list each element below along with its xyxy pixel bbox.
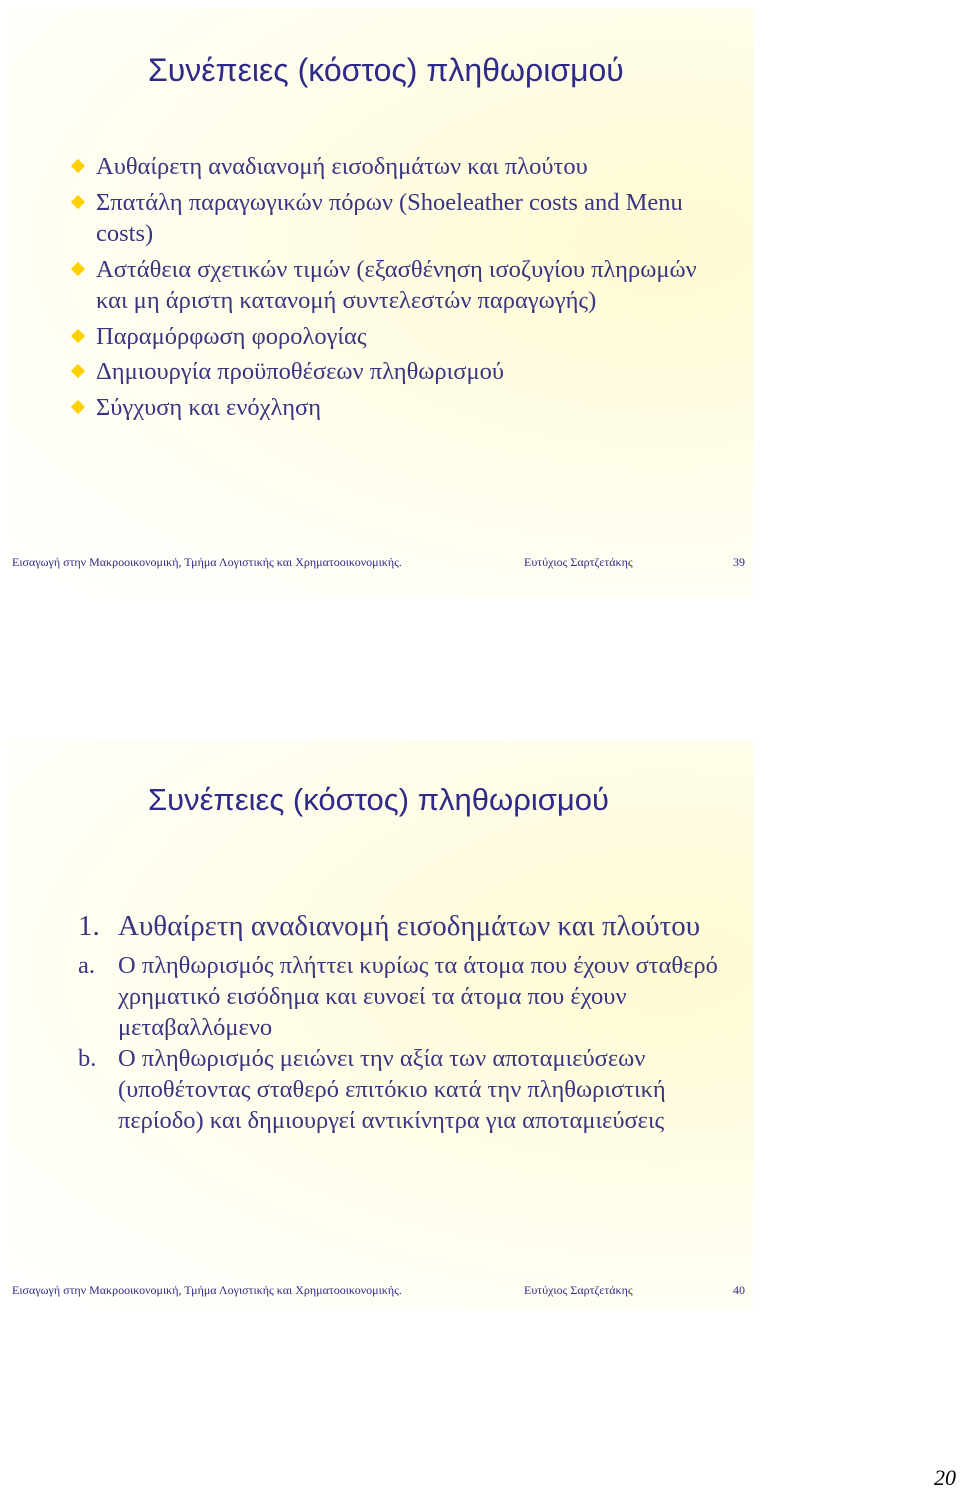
list-item xyxy=(72,187,712,250)
slide-number: 40 xyxy=(733,1283,745,1297)
slide-number: 39 xyxy=(733,555,745,569)
list-marker: 1. xyxy=(78,910,100,942)
footer-author: Ευτύχιος Σαρτζετάκης xyxy=(524,555,633,569)
diamond-bullet-icon xyxy=(71,399,85,413)
bullet-text: Σπατάλη παραγωγικών πόρων (Shoeleather costs and Menu costs) xyxy=(96,188,683,247)
list-item xyxy=(72,151,712,183)
footer-course: Εισαγωγή στην Μακροοικονομική, Τμήμα Λογιστικής και Χρηματοοικονομικής. xyxy=(12,555,402,569)
page-number: 20 xyxy=(934,1465,956,1490)
list-item xyxy=(78,1043,718,1136)
slide-title: Συνέπειες (κόστος) πληθωρισμού xyxy=(148,52,624,88)
slide-40 xyxy=(8,740,753,1310)
slide-39 xyxy=(8,8,753,598)
footer-author: Ευτύχιος Σαρτζετάκης xyxy=(524,1283,633,1297)
slide-title: Συνέπειες (κόστος) πληθωρισμού xyxy=(148,782,609,817)
list-item-text: Αυθαίρετη αναδιανομή εισοδημάτων και πλούτου xyxy=(118,910,701,942)
diamond-bullet-icon xyxy=(71,328,85,342)
list-item xyxy=(72,254,712,317)
bullet-text: Αυθαίρετη αναδιανομή εισοδημάτων και πλούτου xyxy=(96,153,588,180)
list-item xyxy=(78,908,718,944)
list-item xyxy=(78,950,718,1043)
footer-course: Εισαγωγή στην Μακροοικονομική, Τμήμα Λογιστικής και Χρηματοοικονομικής. xyxy=(12,1283,402,1297)
list-item-text: Ο πληθωρισμός μειώνει την αξία των αποταμιεύσεων (υποθέτοντας σταθερό επιτόκιο κατά την πληθωριστική περίοδο) και δημιουργεί αντικίνητρα για αποταμιεύσεις xyxy=(118,1045,666,1134)
bullet-text: Αστάθεια σχετικών τιμών (εξασθένηση ισοζυγίου πληρωμών και μη άριστη κατανομή συντελεστών παραγωγής) xyxy=(96,255,697,314)
list-item-text: Ο πληθωρισμός πλήττει κυρίως τα άτομα που έχουν σταθερό χρηματικό εισόδημα και ευνοεί τα άτομα που έχουν μεταβαλλόμενο xyxy=(118,952,718,1041)
list-item xyxy=(72,321,712,353)
bullet-text: Σύγχυση και ενόχληση xyxy=(96,393,322,421)
diamond-bullet-icon xyxy=(71,159,85,173)
diamond-bullet-icon xyxy=(71,261,85,275)
list-marker: a. xyxy=(78,952,95,979)
bullet-list xyxy=(72,151,712,427)
list-marker: b. xyxy=(78,1045,97,1072)
bullet-text: Δημιουργία προϋποθέσεων πληθωρισμού xyxy=(96,358,504,385)
numbered-list xyxy=(78,908,718,1136)
diamond-bullet-icon xyxy=(71,194,85,208)
list-item xyxy=(72,356,712,388)
diamond-bullet-icon xyxy=(71,364,85,378)
bullet-text: Παραμόρφωση φορολογίας xyxy=(96,322,367,350)
list-item xyxy=(72,392,712,424)
